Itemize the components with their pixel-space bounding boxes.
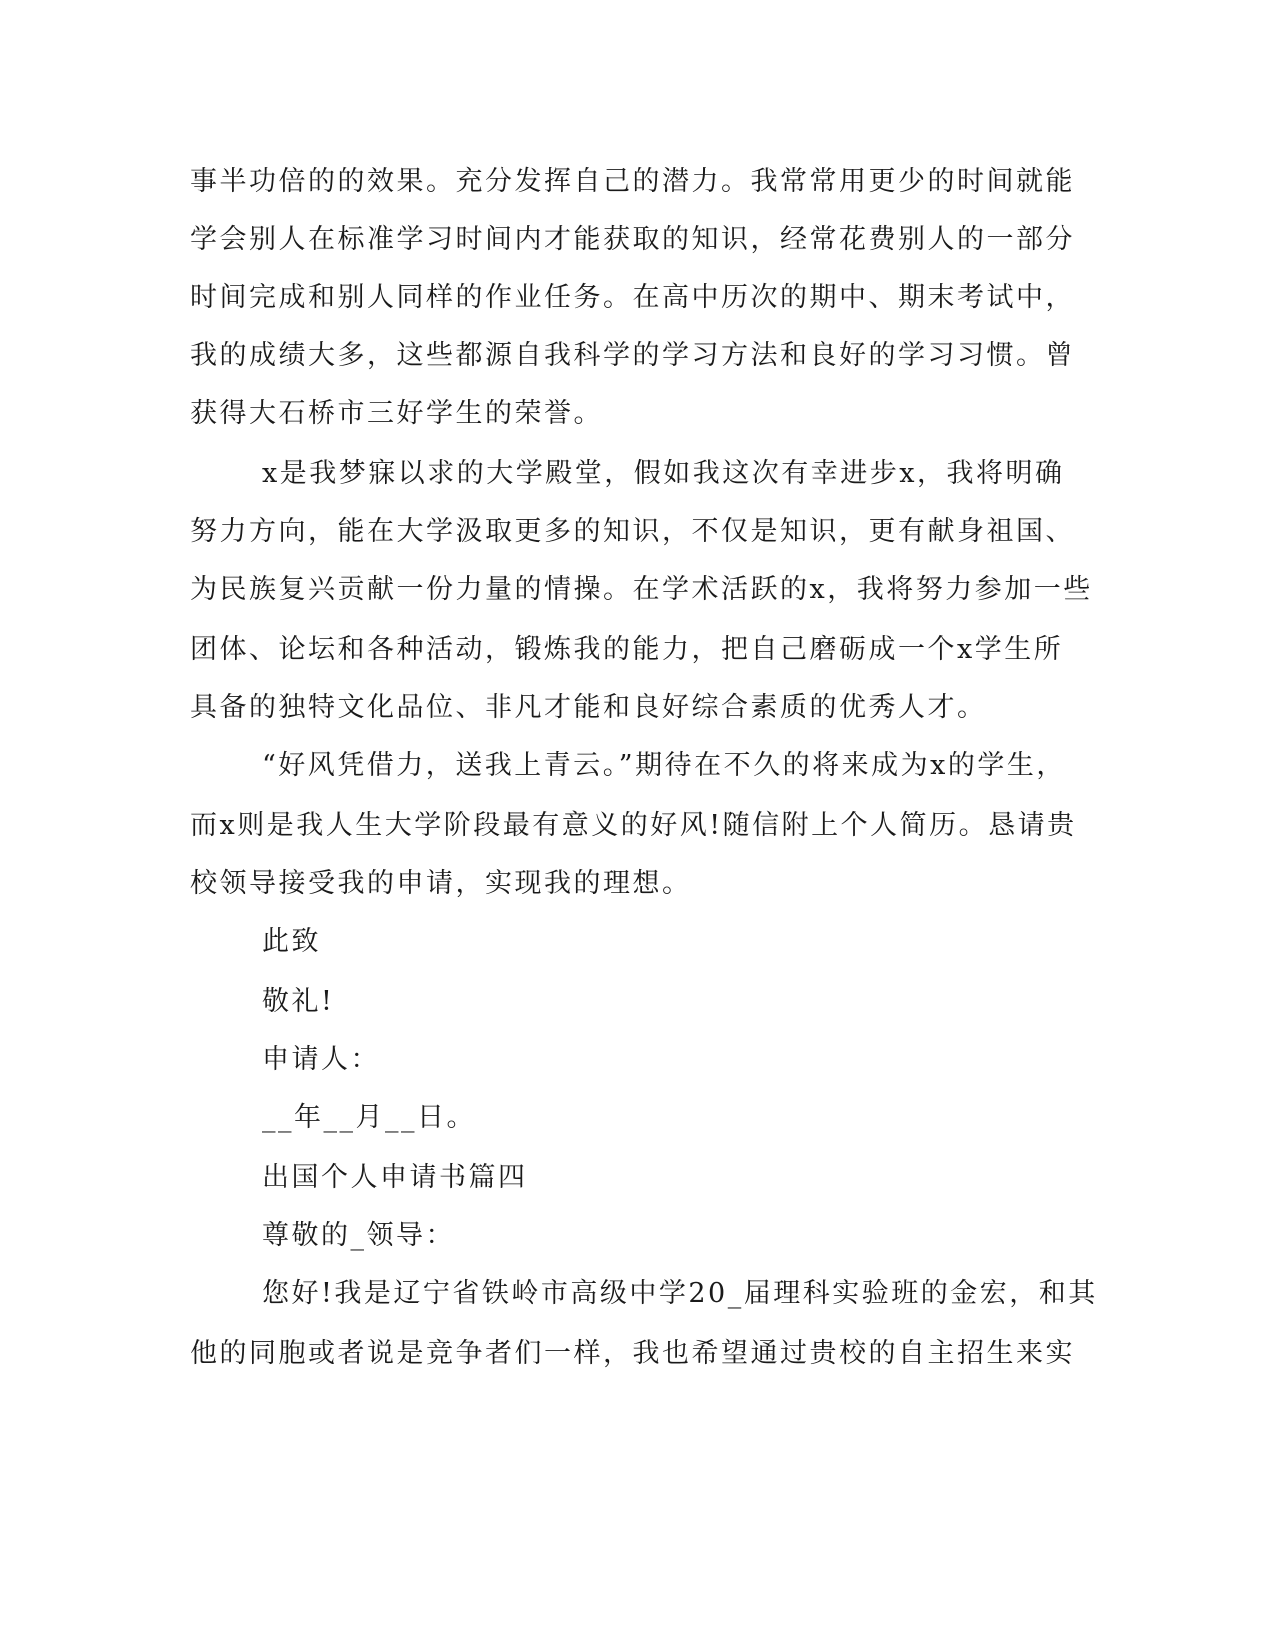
section-heading: 出国个人申请书篇四 [262, 1162, 528, 1193]
date-line: __年__月__日。 [262, 1102, 476, 1133]
body-text-line: 团体、论坛和各种活动，锻炼我的能力，把自己磨砺成一个x学生所 [190, 634, 1064, 665]
body-text-line: 您好!我是辽宁省铁岭市高级中学20_届理科实验班的金宏，和其 [262, 1278, 1098, 1309]
applicant-signature: 申请人： [262, 1044, 380, 1075]
closing-regards: 敬礼! [262, 986, 335, 1017]
body-text-line: 而x则是我人生大学阶段最有意义的好风!随信附上个人简历。恳请贵 [190, 810, 1077, 841]
body-text-line: 我的成绩大多，这些都源自我科学的学习方法和良好的学习习惯。曾 [190, 340, 1075, 371]
body-text-line: 校领导接受我的申请，实现我的理想。 [190, 868, 692, 899]
letter-greeting: 尊敬的_领导： [262, 1220, 455, 1251]
body-text-line: 具备的独特文化品位、非凡才能和良好综合素质的优秀人才。 [190, 692, 987, 723]
body-text-line: x是我梦寐以求的大学殿堂，假如我这次有幸进步x，我将明确 [262, 458, 1065, 489]
body-text-line: 努力方向，能在大学汲取更多的知识，不仅是知识，更有献身祖国、 [190, 516, 1075, 547]
body-text-line: 他的同胞或者说是竞争者们一样，我也希望通过贵校的自主招生来实 [190, 1338, 1075, 1369]
body-text-line: 获得大石桥市三好学生的荣誉。 [190, 398, 603, 429]
body-text-line: 学会别人在标准学习时间内才能获取的知识，经常花费别人的一部分 [190, 224, 1075, 255]
body-text-line: “好风凭借力，送我上青云。”期待在不久的将来成为x的学生， [262, 750, 1066, 781]
body-text-line: 时间完成和别人同样的作业任务。在高中历次的期中、期末考试中， [190, 282, 1075, 313]
body-text-line: 为民族复兴贡献一份力量的情操。在学术活跃的x，我将努力参加一些 [190, 574, 1093, 605]
closing-salutation: 此致 [262, 926, 321, 957]
body-text-line: 事半功倍的的效果。充分发挥自己的潜力。我常常用更少的时间就能 [190, 166, 1075, 197]
